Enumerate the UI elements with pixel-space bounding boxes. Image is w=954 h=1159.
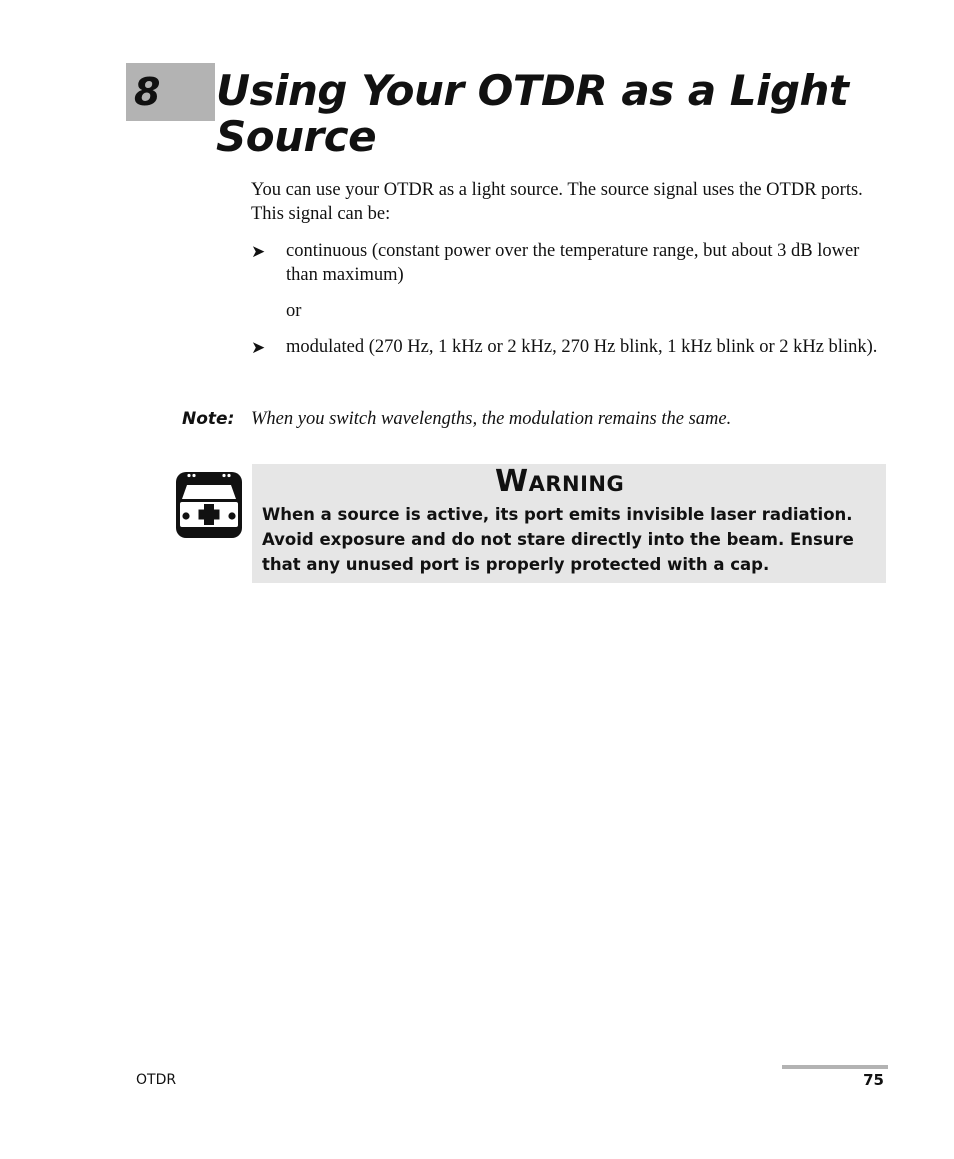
or-text: or <box>286 301 302 321</box>
footer-rule <box>782 1065 888 1069</box>
warning-title: Warning <box>495 464 625 499</box>
intro-paragraph: You can use your OTDR as a light source. The source signal uses the OTDR ports. This signal can be: <box>251 180 863 224</box>
note-text: When you switch wavelengths, the modulation remains the same. <box>251 409 732 429</box>
warning-text: When a source is active, its port emits invisible laser radiation. Avoid exposure and do not stare directly into the beam. Ensure that any unused port is properly protected with a cap. <box>262 505 854 574</box>
note-label: Note: <box>182 409 235 429</box>
bullet-item-modulated: modulated (270 Hz, 1 kHz or 2 kHz, 270 Hz blink, 1 kHz blink or 2 kHz blink). <box>286 337 878 357</box>
ambulance-icon <box>175 471 243 539</box>
bullet-arrow-icon: ➤ <box>251 338 266 358</box>
footer-document-title: OTDR <box>136 1072 177 1088</box>
chapter-number: 8 <box>134 70 161 114</box>
bullet-arrow-icon: ➤ <box>251 242 266 262</box>
page-number: 75 <box>863 1071 884 1089</box>
bullet-item-continuous: continuous (constant power over the temperature range, but about 3 dB lower than maximum) <box>286 241 860 285</box>
chapter-title: Using Your OTDR as a Light Source <box>216 66 849 161</box>
